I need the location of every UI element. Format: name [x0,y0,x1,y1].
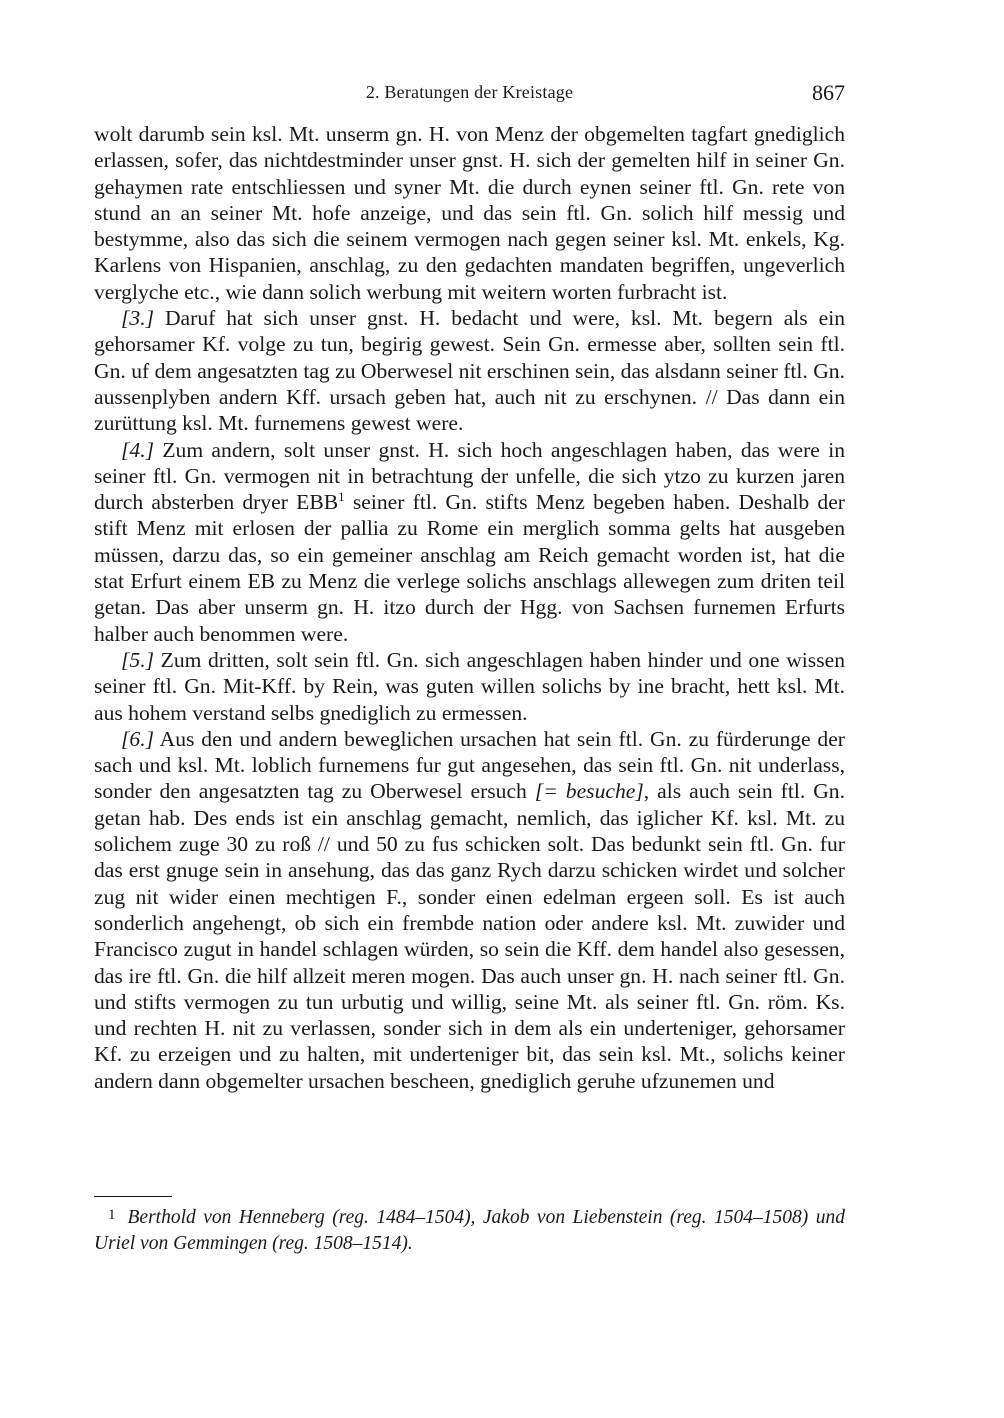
paragraph-number: [4.] [121,437,155,462]
paragraph-text: wolt darumb sein ksl. Mt. unserm gn. H. von Menz der obgemelten tagfart gnediglich erlassen, sofer, das nichtdestminder unser gnst. H. sich der gemelten hilf in seiner Gn. gehaymen rate entschliessen und syner Mt. die durch eynen seiner ftl. Gn. rete von stund an an seiner Mt. hofe anzeige, und das sein ftl. Gn. solich hilf messig und bestymme, also das sich die seinem vermogen nach gegen seiner ksl. Mt. enkels, Kg. Karlens von Hispanien, anschlag, zu den gedachten mandaten begriffen, ungeverlich verglyche etc., wie dann solich werbung mit weitern worten furbracht ist. [94,122,845,304]
paragraph-text: Zum andern, solt unser gnst. H. sich hoch angeschlagen haben, das were in seiner ftl. Gn. vermogen nit in betrachtung der unfelle, die sich ytzo zu kurzen jaren durch absterben dryer EBB [94,437,845,515]
running-header [94,80,845,110]
footnote-text: Berthold von Henneberg (reg. 1484–1504), Jakob von Liebenstein (reg. 1504–1508) und Uriel von Gemmingen (reg. 1508–1514). [94,1207,845,1254]
paragraph-text: Aus den und andern beweglichen ursachen hat sein ftl. Gn. zu fürderunge der sach und ksl. Mt. loblich furnemens fur gut angesehen, das sein ftl. Gn. nit underlass, sonder den angesatzten tag zu Oberwesel ersuch [94,726,845,804]
footnote [94,1206,845,1256]
page-number: 867 [812,80,845,105]
paragraph-number: [5.] [121,647,155,672]
footnote-mark: 1 [108,1207,116,1223]
running-title: 2. Beratungen der Kreistage [365,82,574,102]
paragraph-number: [6.] [121,726,155,751]
paragraph-continued [94,121,845,305]
paragraph-6 [94,726,845,1094]
paragraph-text: Daruf hat sich unser gnst. H. bedacht und were, ksl. Mt. begern als ein gehorsamer Kf. volge zu tun, begirig gewest. Sein Gn. ermesse aber, sollten sein ftl. Gn. uf dem angesatzten tag zu Oberwesel nit erschinen sein, das alsdann seiner ftl. Gn. aussenplyben andern Kff. ursach geben hat, auch nit zu erschynen. // Das dann ein zurüttung ksl. Mt. furnemens gewest were. [94,306,845,436]
paragraph-text: Zum dritten, solt sein ftl. Gn. sich angeschlagen haben hinder und one wissen seiner ftl. Gn. Mit-Kff. by Rein, was guten willen solichs by ine bracht, hett ksl. Mt. aus hohem verstand selbs gnediglich zu ermessen. [94,647,845,725]
paragraph-text: seiner ftl. Gn. stifts Menz begeben haben. Deshalb der stift Menz mit erlosen der pallia zu Rome ein merglich somma gelts hat ausgeben müssen, darzu das, so ein gemeiner anschlag am Reich gemacht worden ist, hat die stat Erfurt einem EB zu Menz die verlege solichs anschlags allewegen zum driten teil getan. Das aber unserm gn. H. itzo durch der Hgg. von Sachsen furnemen Erfurts halber auch benommen were. [94,490,845,646]
footnote-divider [94,1196,172,1197]
paragraph-4 [94,437,845,647]
paragraph-3 [94,305,845,436]
paragraph-number: [3.] [121,306,155,331]
main-text [94,121,845,1094]
editorial-note: [= besuche] [534,779,644,804]
paragraph-text: , als auch sein ftl. Gn. getan hab. Des ends ist ein anschlag gemacht, nemlich, das iglicher Kf. ksl. Mt. zu solichem zuge 30 zu roß // und 50 zu fus schicken solt. Das bedunkt sein ftl. Gn. fur das erst gnuge sein in ansehung, das das ganz Rych darzu schicken wirdet und solcher zug nit wider einen mechtigen F., sonder einen edelman ergeen soll. Es ist auch sonderlich angehengt, ob sich ein frembde nation oder andere ksl. Mt. zuwider und Francisco zugut in handel schlagen würden, so sein die Kff. dem handel also gesessen, das ire ftl. Gn. die hilf allzeit meren mogen. Das auch unser gn. H. nach seiner ftl. Gn. und stifts vermogen zu tun urbutig und willig, seine Mt. als seiner ftl. Gn. röm. Ks. und rechten H. nit zu verlassen, sonder sich in dem als ein underteniger, gehorsamer Kf. zu erzeigen und zu halten, mit underteniger bit, das sein ksl. Mt., solichs keiner andern dann obgemelter ursachen bescheen, gnediglich geruhe ufzunemen und [94,779,845,1093]
paragraph-5 [94,647,845,726]
footnotes [94,1206,845,1256]
footnote-reference[interactable]: 1 [338,489,345,505]
